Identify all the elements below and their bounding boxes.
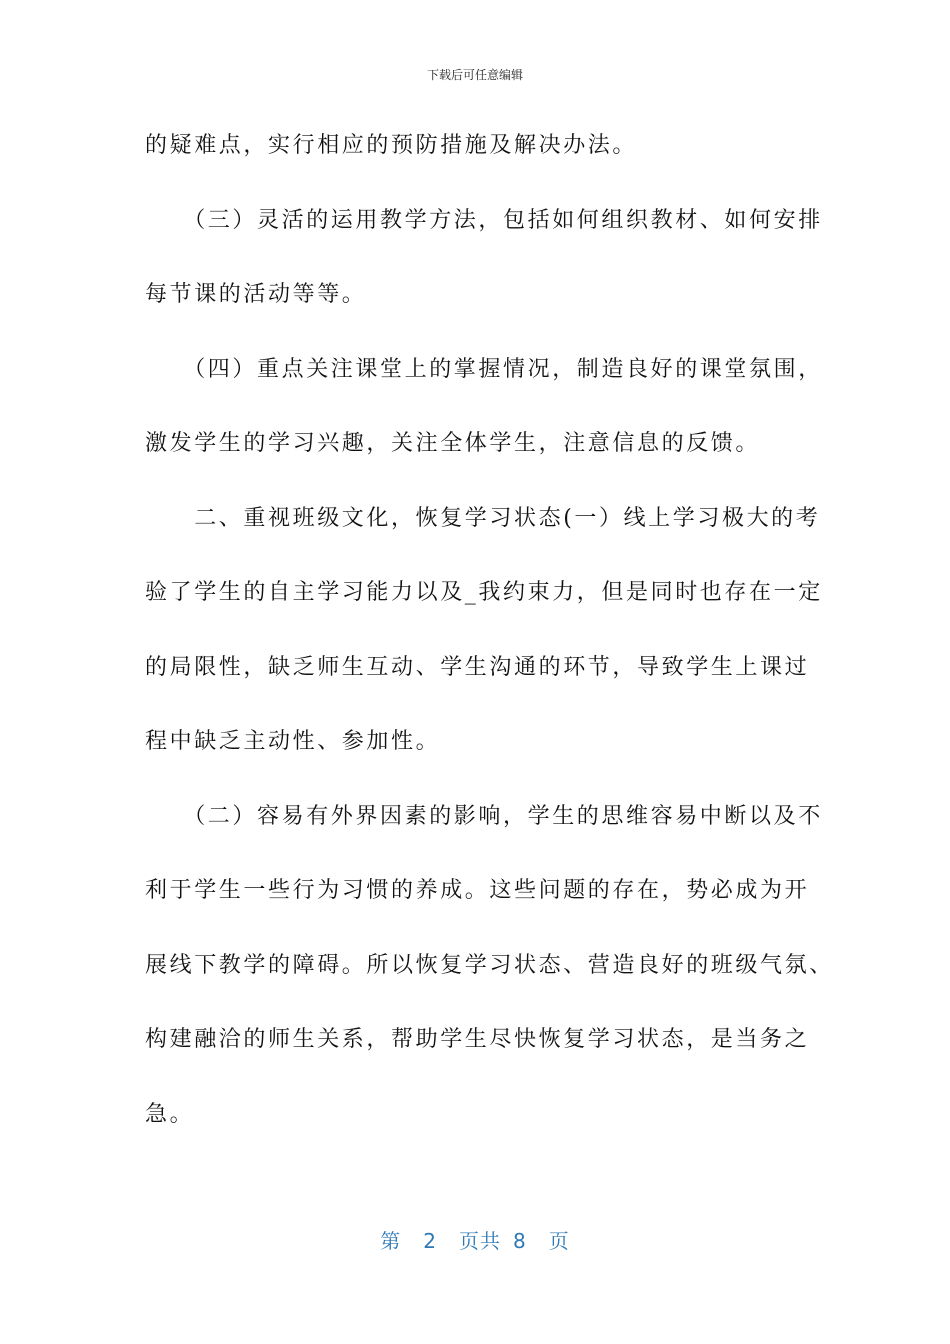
footer-page-label: 第 [380,1229,402,1253]
text-line: 展线下教学的障碍。所以恢复学习状态、营造良好的班级气氛、 [145,952,834,978]
footer-total-prefix: 页共 [459,1229,501,1253]
document-body [145,126,834,1169]
text-line: （二）容易有外界因素的影响，学生的思维容易中断以及不 [145,803,823,829]
header-note: 下载后可任意编辑 [426,68,523,82]
text-line: 每节课的活动等等。 [145,282,367,307]
footer-total-suffix: 页 [548,1229,570,1253]
text-line: 的局限性，缺乏师生互动、学生沟通的环节，导致学生上课过 [145,654,810,680]
text-line: （三）灵活的运用教学方法，包括如何组织教材、如何安排 [145,207,823,233]
text-line: 构建融洽的师生关系，帮助学生尽快恢复学习状态，是当务之 [145,1027,810,1052]
text-line: 激发学生的学习兴趣，关注全体学生，注意信息的反馈。 [145,431,761,456]
footer-total-pages: 8 [513,1229,527,1253]
text-line: 程中缺乏主动性、参加性。 [145,729,441,754]
footer-current-page: 2 [423,1229,437,1253]
text-line: 急。 [145,1101,195,1127]
page-footer [0,1225,950,1254]
text-line: 利于学生一些行为习惯的养成。这些问题的存在，势必成为开 [145,878,810,903]
text-line: 验了学生的自主学习能力以及_我约束力，但是同时也存在一定 [145,580,823,605]
text-line: 的疑难点，实行相应的预防措施及解决办法。 [145,133,638,158]
text-line: 二、重视班级文化，恢复学习状态(一）线上学习极大的考 [145,505,821,531]
text-line: （四）重点关注课堂上的掌握情况，制造良好的课堂氛围， [145,356,823,382]
